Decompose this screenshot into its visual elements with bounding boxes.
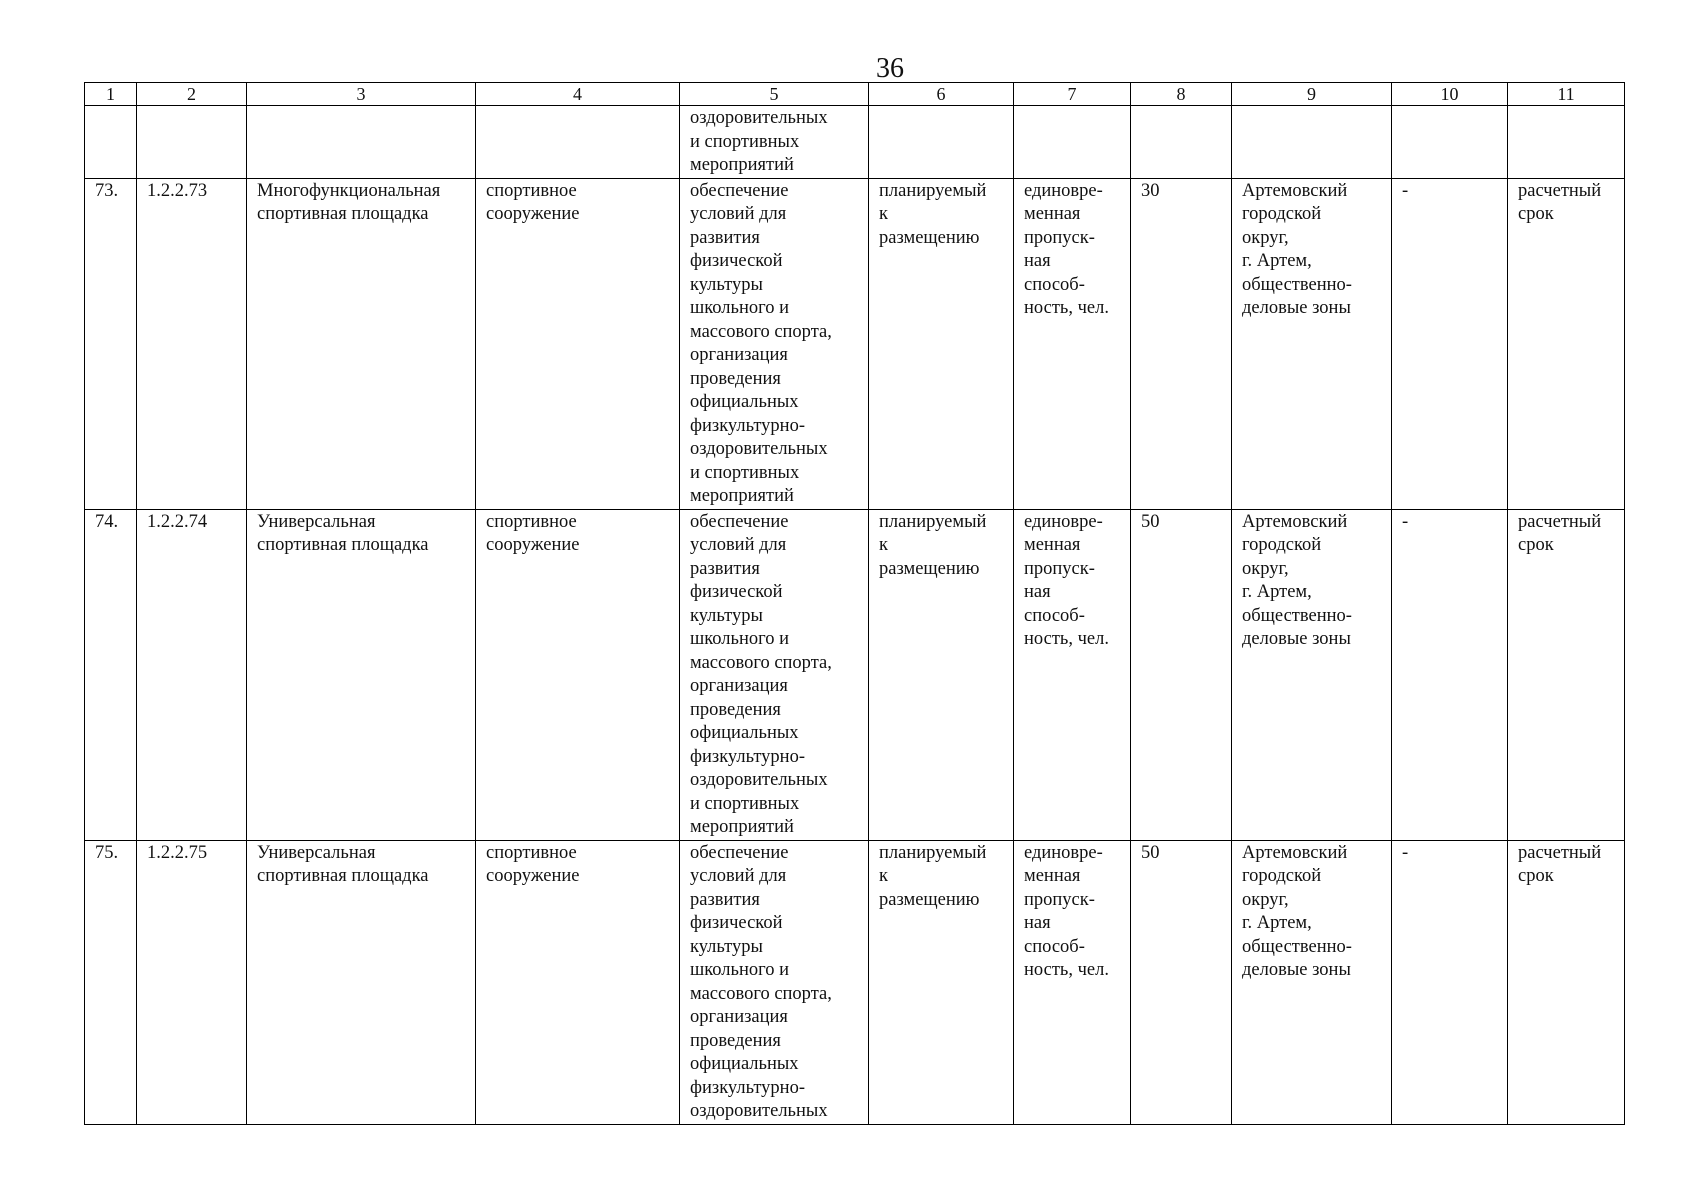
page-number: 36 <box>876 53 904 84</box>
cell-text-line: спортивная площадка <box>257 535 429 555</box>
cell-text-line: и спортивных <box>690 793 800 814</box>
cell-text-line: массового спорта, <box>690 652 832 673</box>
location-cell <box>1232 178 1392 509</box>
cell-text-line: официальных <box>690 392 799 412</box>
cell-text-line: г. Артем, <box>1242 913 1312 933</box>
cell-text-line: размещению <box>879 558 980 579</box>
table-row <box>85 840 1625 1124</box>
cell-text-line: менная <box>1024 535 1081 555</box>
cell-text-line: пропуск- <box>1024 227 1095 248</box>
cell-text-line: ность, чел. <box>1024 298 1109 318</box>
purpose-cell <box>680 178 869 509</box>
cell-text-line: физкультурно- <box>690 415 805 436</box>
cell-text-line: ная <box>1024 913 1051 933</box>
cell-text-line: официальных <box>690 1054 799 1074</box>
cell-text-line: планируемый <box>879 180 987 201</box>
table-cell <box>1392 106 1508 179</box>
continuation-row <box>85 106 1625 179</box>
cell-text-line: деловые зоны <box>1242 298 1351 318</box>
cell-text-line: условий для <box>690 535 787 555</box>
cell-text-line: культуры <box>690 605 763 626</box>
cell-text-line: общественно- <box>1242 936 1352 957</box>
column-numbers-row <box>85 83 1625 106</box>
characteristic-cell <box>1014 840 1131 1124</box>
cell-text-line: размещению <box>879 227 980 248</box>
cell-text-line: единовре- <box>1024 842 1103 863</box>
cell-text-line: сооружение <box>486 866 580 886</box>
cell-text-line: массового спорта, <box>690 983 832 1004</box>
object-type-cell <box>476 509 680 840</box>
cell-text-line: обеспечение <box>690 842 789 863</box>
status-cell <box>869 509 1014 840</box>
cell-text-line: школьного и <box>690 960 790 980</box>
cell-text-line: способ- <box>1024 936 1085 957</box>
cell-text-line: массового спорта, <box>690 321 832 342</box>
column-number: 5 <box>680 83 869 106</box>
cell-text-line: расчетный <box>1518 180 1602 201</box>
column-number: 1 <box>85 83 137 106</box>
cell-text-line: общественно- <box>1242 605 1352 626</box>
cell-text-line: деловые зоны <box>1242 629 1351 649</box>
table-row <box>85 178 1625 509</box>
table-cell <box>1131 106 1232 179</box>
zone-cell: - <box>1392 509 1508 840</box>
column-number: 2 <box>137 83 247 106</box>
cell-text-line: развития <box>690 558 760 579</box>
cell-text-line: Артемовский <box>1242 511 1348 532</box>
column-number: 10 <box>1392 83 1508 106</box>
value-cell: 50 <box>1131 509 1232 840</box>
cell-text-line: менная <box>1024 204 1081 224</box>
purpose-cell <box>680 840 869 1124</box>
cell-text-line: ная <box>1024 582 1051 602</box>
cell-text-line: планируемый <box>879 842 987 863</box>
row-number-cell: 74. <box>85 509 137 840</box>
cell-text-line: к <box>879 866 888 886</box>
value-cell: 30 <box>1131 178 1232 509</box>
cell-text-line: оздоровительных <box>690 770 828 790</box>
cell-text-line: организация <box>690 676 788 696</box>
cell-text-line: оздоровительных <box>690 439 828 459</box>
cell-text-line: проведения <box>690 699 781 720</box>
cell-text-line: спортивное <box>486 180 577 201</box>
table-row <box>85 509 1625 840</box>
cell-text-line: городской <box>1242 535 1322 555</box>
term-cell <box>1508 178 1625 509</box>
cell-text-line: общественно- <box>1242 274 1352 295</box>
cell-text-line: спортивное <box>486 511 577 532</box>
cell-text-line: развития <box>690 889 760 910</box>
characteristic-cell <box>1014 178 1131 509</box>
cell-text-line: округ, <box>1242 889 1289 910</box>
cell-text-line: организация <box>690 1007 788 1027</box>
cell-text-line: физической <box>690 913 783 933</box>
column-number: 11 <box>1508 83 1625 106</box>
cell-text-line: городской <box>1242 866 1322 886</box>
status-cell <box>869 840 1014 1124</box>
cell-text-line: пропуск- <box>1024 889 1095 910</box>
table-cell <box>137 106 247 179</box>
status-cell <box>869 178 1014 509</box>
object-code-cell: 1.2.2.75 <box>137 840 247 1124</box>
column-number: 8 <box>1131 83 1232 106</box>
cell-text-line: обеспечение <box>690 511 789 532</box>
cell-text-line: срок <box>1518 204 1554 224</box>
cell-text-line: срок <box>1518 535 1554 555</box>
cell-text-line: культуры <box>690 274 763 295</box>
column-number: 4 <box>476 83 680 106</box>
cell-text-line: и спортивных <box>690 131 800 152</box>
cell-text-line: г. Артем, <box>1242 251 1312 271</box>
column-number: 6 <box>869 83 1014 106</box>
table-cell <box>476 106 680 179</box>
row-number-cell: 73. <box>85 178 137 509</box>
cell-text-line: ность, чел. <box>1024 629 1109 649</box>
cell-text-line: физической <box>690 251 783 271</box>
column-number: 7 <box>1014 83 1131 106</box>
object-name-cell <box>247 840 476 1124</box>
cell-text-line: спортивное <box>486 842 577 863</box>
object-type-cell <box>476 840 680 1124</box>
cell-text-line: пропуск- <box>1024 558 1095 579</box>
characteristic-cell <box>1014 509 1131 840</box>
cell-text-line: ная <box>1024 251 1051 271</box>
cell-text-line: оздоровительных <box>690 1101 828 1121</box>
object-code-cell: 1.2.2.74 <box>137 509 247 840</box>
cell-text-line: округ, <box>1242 558 1289 579</box>
cell-text-line: размещению <box>879 889 980 910</box>
cell-text-line: и спортивных <box>690 462 800 483</box>
object-name-cell <box>247 178 476 509</box>
term-cell <box>1508 840 1625 1124</box>
cell-text-line: официальных <box>690 723 799 743</box>
cell-text-line: расчетный <box>1518 511 1602 532</box>
cell-text-line: физической <box>690 582 783 602</box>
location-cell <box>1232 840 1392 1124</box>
row-number-cell: 75. <box>85 840 137 1124</box>
cell-text-line: оздоровительных <box>690 108 828 128</box>
cell-text-line: мероприятий <box>690 486 794 506</box>
cell-text-line: способ- <box>1024 605 1085 626</box>
cell-text-line: ность, чел. <box>1024 960 1109 980</box>
cell-text-line: расчетный <box>1518 842 1602 863</box>
table-cell <box>1014 106 1131 179</box>
object-type-cell <box>476 178 680 509</box>
cell-text-line: проведения <box>690 368 781 389</box>
cell-text-line: физкультурно- <box>690 1077 805 1098</box>
cell-text-line: спортивная площадка <box>257 866 429 886</box>
cell-text-line: физкультурно- <box>690 746 805 767</box>
cell-text-line: Универсальная <box>257 842 376 863</box>
cell-text-line: Артемовский <box>1242 180 1348 201</box>
objects-table <box>84 82 1625 1125</box>
cell-text-line: менная <box>1024 866 1081 886</box>
purpose-cell <box>680 106 869 179</box>
zone-cell: - <box>1392 178 1508 509</box>
cell-text-line: проведения <box>690 1030 781 1051</box>
object-name-cell <box>247 509 476 840</box>
cell-text-line: г. Артем, <box>1242 582 1312 602</box>
cell-text-line: спортивная площадка <box>257 204 429 224</box>
cell-text-line: развития <box>690 227 760 248</box>
cell-text-line: городской <box>1242 204 1322 224</box>
cell-text-line: округ, <box>1242 227 1289 248</box>
table-cell <box>85 106 137 179</box>
cell-text-line: срок <box>1518 866 1554 886</box>
cell-text-line: сооружение <box>486 535 580 555</box>
cell-text-line: обеспечение <box>690 180 789 201</box>
column-number: 3 <box>247 83 476 106</box>
table-cell <box>869 106 1014 179</box>
term-cell <box>1508 509 1625 840</box>
cell-text-line: Универсальная <box>257 511 376 532</box>
cell-text-line: к <box>879 535 888 555</box>
cell-text-line: условий для <box>690 866 787 886</box>
cell-text-line: школьного и <box>690 629 790 649</box>
cell-text-line: единовре- <box>1024 180 1103 201</box>
cell-text-line: мероприятий <box>690 817 794 837</box>
cell-text-line: Артемовский <box>1242 842 1348 863</box>
purpose-cell <box>680 509 869 840</box>
cell-text-line: школьного и <box>690 298 790 318</box>
table-cell <box>247 106 476 179</box>
table-cell <box>1232 106 1392 179</box>
column-number: 9 <box>1232 83 1392 106</box>
cell-text-line: планируемый <box>879 511 987 532</box>
cell-text-line: организация <box>690 345 788 365</box>
value-cell: 50 <box>1131 840 1232 1124</box>
object-code-cell: 1.2.2.73 <box>137 178 247 509</box>
cell-text-line: к <box>879 204 888 224</box>
cell-text-line: культуры <box>690 936 763 957</box>
zone-cell: - <box>1392 840 1508 1124</box>
cell-text-line: сооружение <box>486 204 580 224</box>
location-cell <box>1232 509 1392 840</box>
cell-text-line: единовре- <box>1024 511 1103 532</box>
table-cell <box>1508 106 1625 179</box>
cell-text-line: деловые зоны <box>1242 960 1351 980</box>
cell-text-line: способ- <box>1024 274 1085 295</box>
cell-text-line: условий для <box>690 204 787 224</box>
cell-text-line: мероприятий <box>690 155 794 175</box>
cell-text-line: Многофункциональная <box>257 180 441 201</box>
